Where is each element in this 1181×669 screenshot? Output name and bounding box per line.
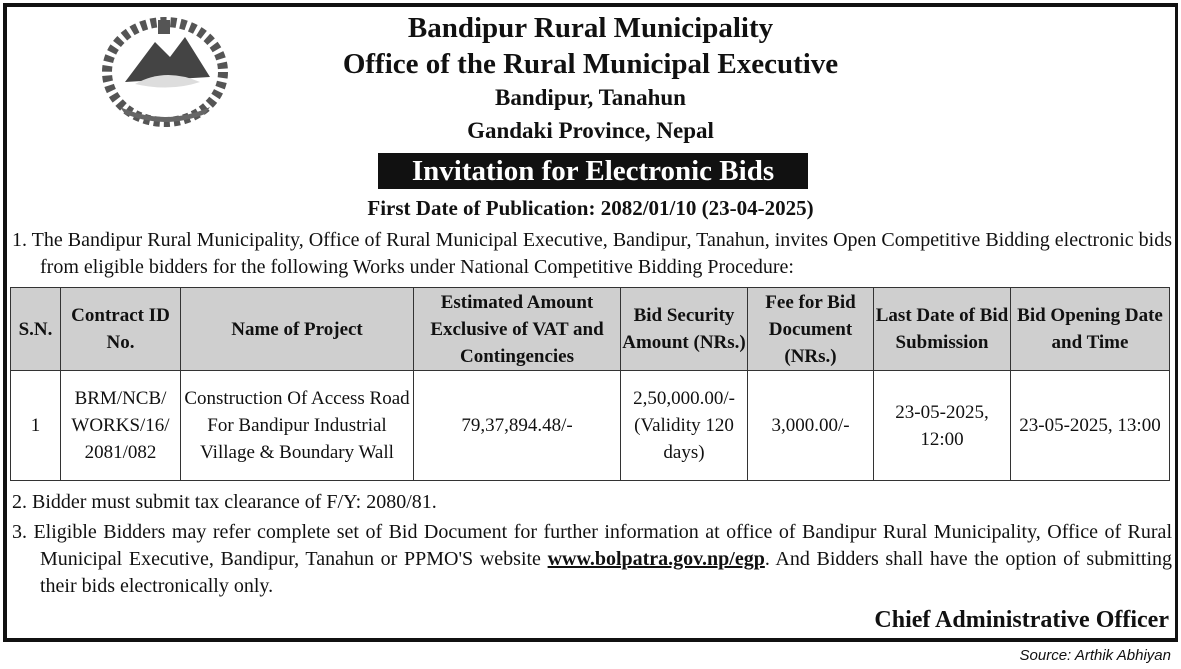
paragraph-3-text: 3. Eligible Bidders may refer complete set of Bid Document for further information at office of Bandipur Rural Municipality, Office of Rural Municipal Executive, Bandipur, Tanahun or PPMO'S website [12,521,1172,570]
col-opening: Bid Opening Date and Time [1011,288,1170,371]
cell-contract-id: BRM/NCB/ WORKS/16/ 2081/082 [61,371,181,481]
table-row [11,371,1170,481]
bid-table [10,287,1170,481]
cell-fee: 3,000.00/- [748,371,874,481]
cell-project: Construction Of Access Road For Bandipur Industrial Village & Boundary Wall [181,371,414,481]
col-last-date: Last Date of Bid Submission [874,288,1011,371]
cell-last-date: 23-05-2025, 12:00 [874,371,1011,481]
cell-sn: 1 [11,371,61,481]
col-estimated-amount: Estimated Amount Exclusive of VAT and Contingencies [414,288,621,371]
notice-title: Invitation for Electronic Bids [378,153,808,189]
cell-opening: 23-05-2025, 13:00 [1011,371,1170,481]
org-name: Bandipur Rural Municipality [407,12,774,44]
bolpatra-link[interactable]: www.bolpatra.gov.np/egp [547,548,765,570]
col-fee: Fee for Bid Document (NRs.) [748,288,874,371]
cell-bid-security: 2,50,000.00/- (Validity 120 days) [621,371,748,481]
paragraph-3 [12,519,1172,600]
col-contract-id: Contract ID No. [61,288,181,371]
office-name: Office of the Rural Municipal Executive [342,48,839,80]
table-header-row [11,288,1170,371]
paragraph-1: 1. The Bandipur Rural Municipality, Office of Rural Municipal Executive, Bandipur, Tanahun, invites Open Competitive Bidding electronic bids from eligible bidders for the following Works under National Competitive Bidding Procedure: [12,229,1172,278]
publication-date: First Date of Publication: 2082/01/10 (23-04-2025) [367,196,814,220]
paragraph-2: 2. Bidder must submit tax clearance of F/Y: 2080/81. [12,491,437,513]
location: Bandipur, Tanahun [495,85,686,110]
col-project: Name of Project [181,288,414,371]
signature: Chief Administrative Officer [874,607,1169,633]
col-bid-security: Bid Security Amount (NRs.) [621,288,748,371]
province: Gandaki Province, Nepal [467,118,714,143]
paragraph-3-text-end: . And Bidders shall have the option of submitting their bids electronically only. [40,548,1173,597]
cell-estimated-amount: 79,37,894.48/- [414,371,621,481]
col-sn: S.N. [11,288,61,371]
source-credit: Source: Arthik Abhiyan [1019,647,1171,664]
